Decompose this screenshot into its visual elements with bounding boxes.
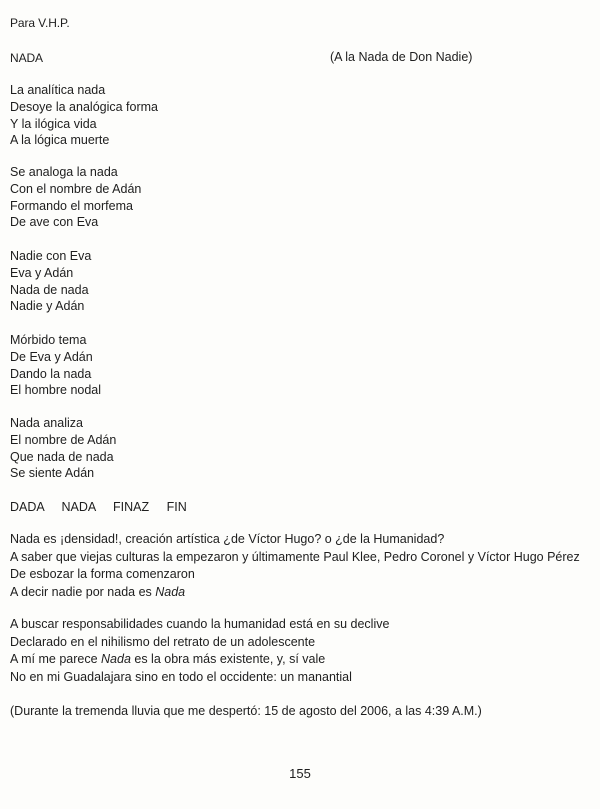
verse-line: Nada analiza	[10, 416, 83, 430]
verse-line: La analítica nada	[10, 83, 106, 97]
prose-line: A saber que viejas culturas la empezaron y últimamente Paul Klee, Pedro Coronel y Víctor Hugo Pérez	[10, 549, 580, 564]
verse-line: Eva y Adán	[10, 265, 74, 280]
verse-line: Se siente Adán	[10, 466, 95, 481]
emphasized-word: Nada	[101, 652, 131, 666]
prose-block-2	[10, 616, 389, 686]
verse-line: De ave con Eva	[10, 215, 99, 230]
verse-line: Se analoga la nada	[10, 165, 118, 179]
page-number: 155	[289, 766, 311, 781]
prose-block-1	[10, 531, 580, 601]
prose-text: A mí me parece	[10, 652, 102, 666]
verse-line: Formando el morfema	[10, 198, 133, 213]
prose-line	[10, 584, 580, 602]
verse-line: De Eva y Adán	[10, 349, 93, 364]
stanza-3	[10, 248, 91, 315]
prose-line: Declarado en el nihilismo del retrato de un adolescente	[10, 634, 316, 649]
verse-line: Con el nombre de Adán	[10, 181, 142, 196]
verse-line: El nombre de Adán	[10, 432, 117, 447]
poem-title: NADA	[10, 51, 43, 65]
dada-line: DADA NADA FINAZ FIN	[10, 500, 187, 514]
verse-line: Nada de nada	[10, 282, 89, 297]
verse-line: Nadie y Adán	[10, 299, 85, 314]
prose-line	[10, 651, 389, 669]
prose-line: No en mi Guadalajara sino en todo el occidente: un manantial	[10, 669, 352, 684]
dedication: Para V.H.P.	[10, 16, 70, 30]
prose-text: A decir nadie por nada es	[10, 584, 156, 599]
verse-line: Nadie con Eva	[10, 249, 92, 263]
verse-line: Y la ilógica vida	[10, 116, 97, 131]
prose-line: Nada es ¡densidad!, creación artística ¿de Víctor Hugo? o ¿de la Humanidad?	[10, 532, 445, 546]
verse-line: El hombre nodal	[10, 383, 102, 398]
emphasized-word: Nada	[155, 584, 186, 599]
poem-subtitle: (A la Nada de Don Nadie)	[330, 50, 473, 64]
stanza-2	[10, 164, 141, 231]
stanza-5	[10, 415, 116, 482]
prose-line: De esbozar la forma comenzaron	[10, 567, 195, 581]
prose-line: A buscar responsabilidades cuando la humanidad está en su declive	[10, 617, 390, 631]
verse-line: Que nada de nada	[10, 449, 114, 464]
prose-text: es la obra más existente, y, sí vale	[130, 652, 326, 666]
verse-line: Mórbido tema	[10, 333, 87, 347]
verse-line: Dando la nada	[10, 366, 92, 381]
stanza-4	[10, 332, 101, 399]
verse-line: Desoye la analógica forma	[10, 99, 158, 114]
stanza-1	[10, 82, 158, 149]
closing-note: (Durante la tremenda lluvia que me despertó: 15 de agosto del 2006, a las 4:39 A.M.)	[10, 704, 482, 718]
verse-line: A la lógica muerte	[10, 133, 110, 148]
